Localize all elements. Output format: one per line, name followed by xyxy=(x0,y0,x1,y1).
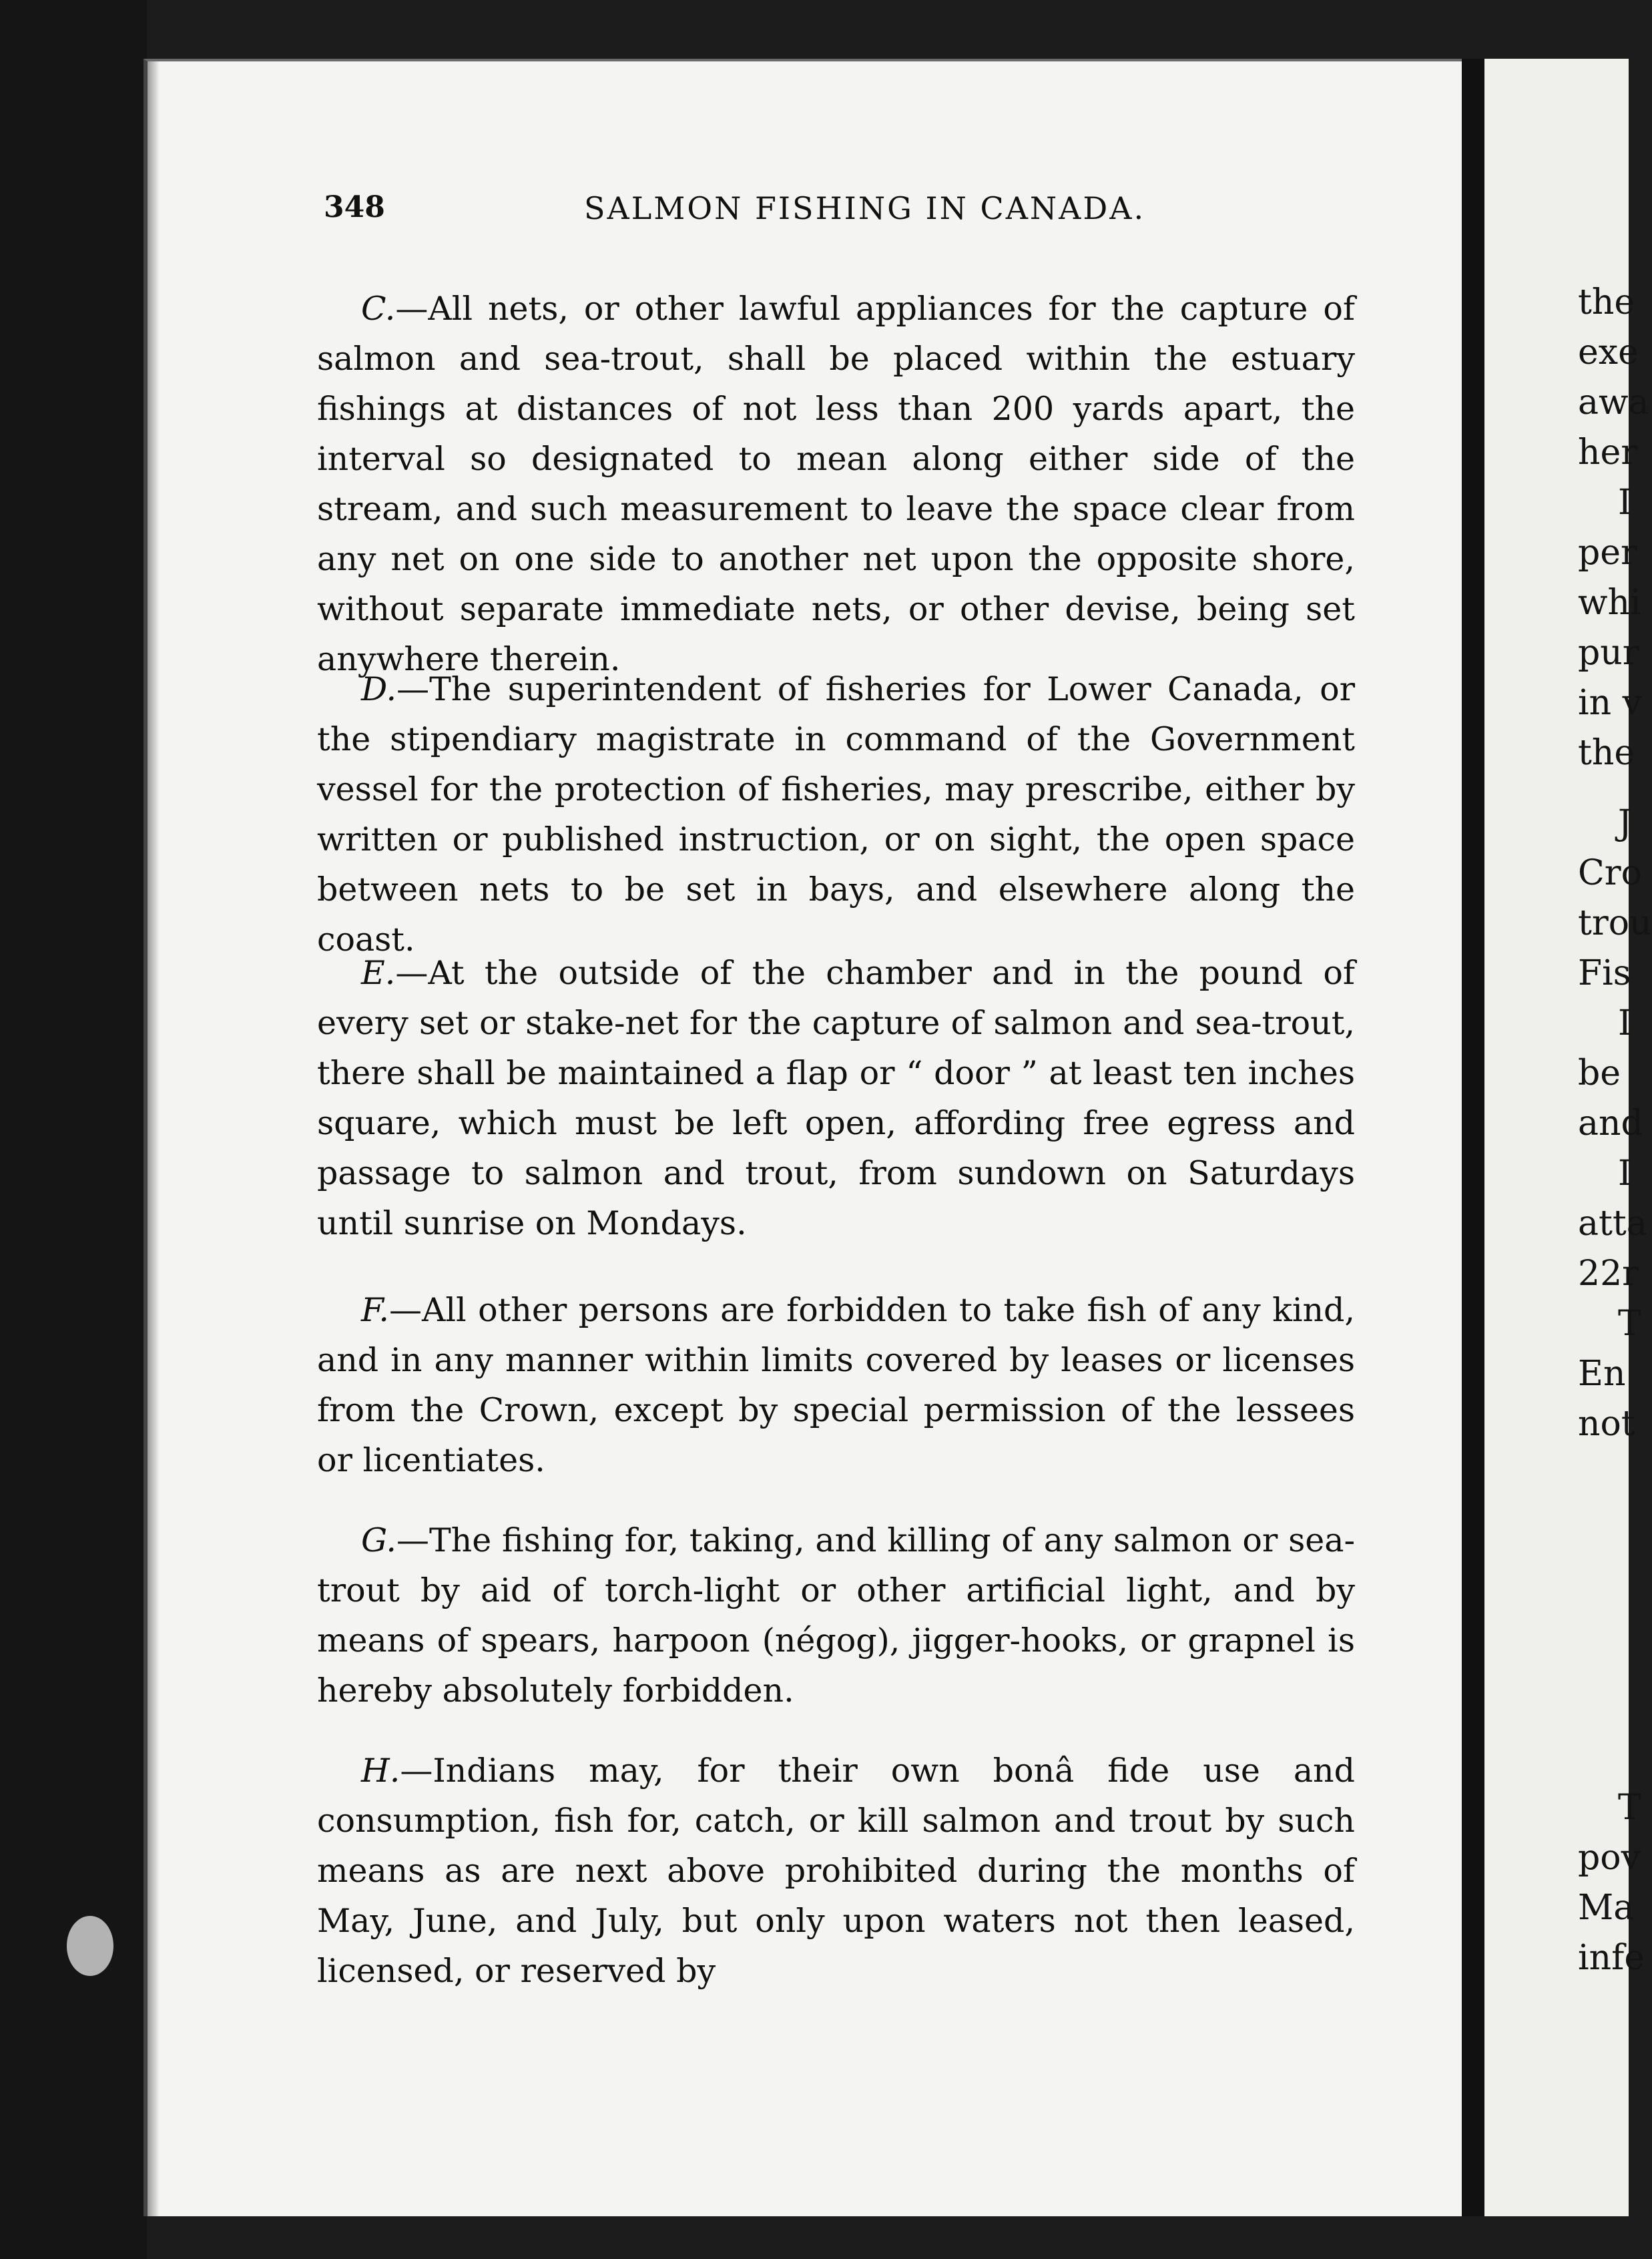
facing-fragment: En xyxy=(1578,1354,1626,1394)
paragraph-text: —The superintendent of fisheries for Lower Canada, or the stipendiary magistrate in command of the Government vessel for the protection of fisheries, may prescribe, either by written or published instruction, or on sight, the open space between nets to be set in bays, and elsewhere along the coast. xyxy=(317,670,1355,959)
facing-fragment: I xyxy=(1618,1154,1632,1194)
paragraph-letter: C. xyxy=(361,290,396,328)
facing-fragment: Fis xyxy=(1578,953,1631,993)
facing-fragment: I xyxy=(1618,1003,1632,1043)
facing-fragment: awa xyxy=(1578,383,1649,423)
paragraph-letter: F. xyxy=(361,1291,389,1329)
scan-left-margin xyxy=(0,0,147,2259)
paragraph-text: —Indians may, for their own bonâ fide use and consumption, fish for, catch, or kill salmon and trout by such means as are next above prohibited during the months of May, June, and July, but only upon waters not then leased, licensed, or reserved by xyxy=(317,1752,1355,1990)
facing-fragment: not xyxy=(1578,1404,1635,1444)
paragraph-d xyxy=(317,664,1355,965)
facing-fragment: J xyxy=(1618,803,1632,843)
page-number: 348 xyxy=(324,190,385,224)
facing-fragment: infe xyxy=(1578,1938,1645,1978)
facing-fragment: and xyxy=(1578,1103,1643,1144)
paragraph-c xyxy=(317,284,1355,684)
paragraph-text: —At the outside of the chamber and in the pound of every set or stake-net for the capture of salmon and sea-trout, there shall be maintained a flap or “ door ” at least ten inches square, which must be left open, affording free egress and passage to salmon and trout, from sundown on Saturdays until sunrise on Mondays. xyxy=(317,954,1355,1242)
paragraph-g xyxy=(317,1515,1355,1716)
paragraph-text: —All nets, or other lawful appliances for the capture of salmon and sea-trout, shall be placed within the estuary fishings at distances of not less than 200 yards apart, the interval so designated to mean along either side of the stream, and such measurement to leave the space clear from any net on one side to another net upon the opposite shore, without separate immediate nets, or other devise, being set anywhere therein. xyxy=(317,290,1355,678)
paragraph-f xyxy=(317,1285,1355,1485)
paragraph-text: —All other persons are forbidden to take fish of any kind, and in any manner within limits covered by leases or licenses from the Crown, except by special permission of the lessees or licentiates. xyxy=(317,1291,1355,1479)
facing-fragment: I xyxy=(1618,483,1632,523)
facing-fragment: Cro xyxy=(1578,853,1642,893)
running-title: SALMON FISHING IN CANADA. xyxy=(584,190,1146,226)
facing-page-fragment xyxy=(1484,59,1652,2216)
facing-fragment: pur xyxy=(1578,633,1639,673)
facing-fragment: Ma xyxy=(1578,1888,1635,1928)
facing-fragment: whi xyxy=(1578,583,1641,623)
facing-fragment: trou xyxy=(1578,903,1652,943)
paragraph-text: —The fishing for, taking, and killing of any salmon or sea-trout by aid of torch-light or other artificial light, and by means of spears, harpoon (négog), jigger-hooks, or grapnel is hereby absolutely forbidden. xyxy=(317,1521,1355,1710)
facing-fragment: 22r xyxy=(1578,1254,1639,1294)
scan-smudge xyxy=(67,1916,113,1976)
paragraph-e xyxy=(317,948,1355,1248)
facing-fragment: exe xyxy=(1578,332,1639,372)
page-gutter xyxy=(1462,59,1484,2216)
facing-fragment: in v xyxy=(1578,683,1643,723)
facing-fragment: atta xyxy=(1578,1204,1647,1244)
facing-fragment: pov xyxy=(1578,1838,1641,1878)
facing-fragment: her xyxy=(1578,433,1638,473)
facing-fragment: T xyxy=(1618,1788,1641,1828)
facing-fragment: the xyxy=(1578,733,1635,773)
paragraph-letter: G. xyxy=(361,1521,396,1559)
paragraph-h xyxy=(317,1746,1355,1996)
facing-fragment: per xyxy=(1578,533,1637,573)
facing-fragment: be xyxy=(1578,1053,1621,1093)
paragraph-letter: E. xyxy=(361,954,396,992)
paragraph-letter: D. xyxy=(361,670,397,708)
facing-fragment: T xyxy=(1618,1304,1641,1344)
paragraph-letter: H. xyxy=(361,1752,400,1790)
running-header xyxy=(324,190,1365,237)
page-edge-shadow xyxy=(148,61,160,2216)
facing-fragment: the xyxy=(1578,282,1635,322)
